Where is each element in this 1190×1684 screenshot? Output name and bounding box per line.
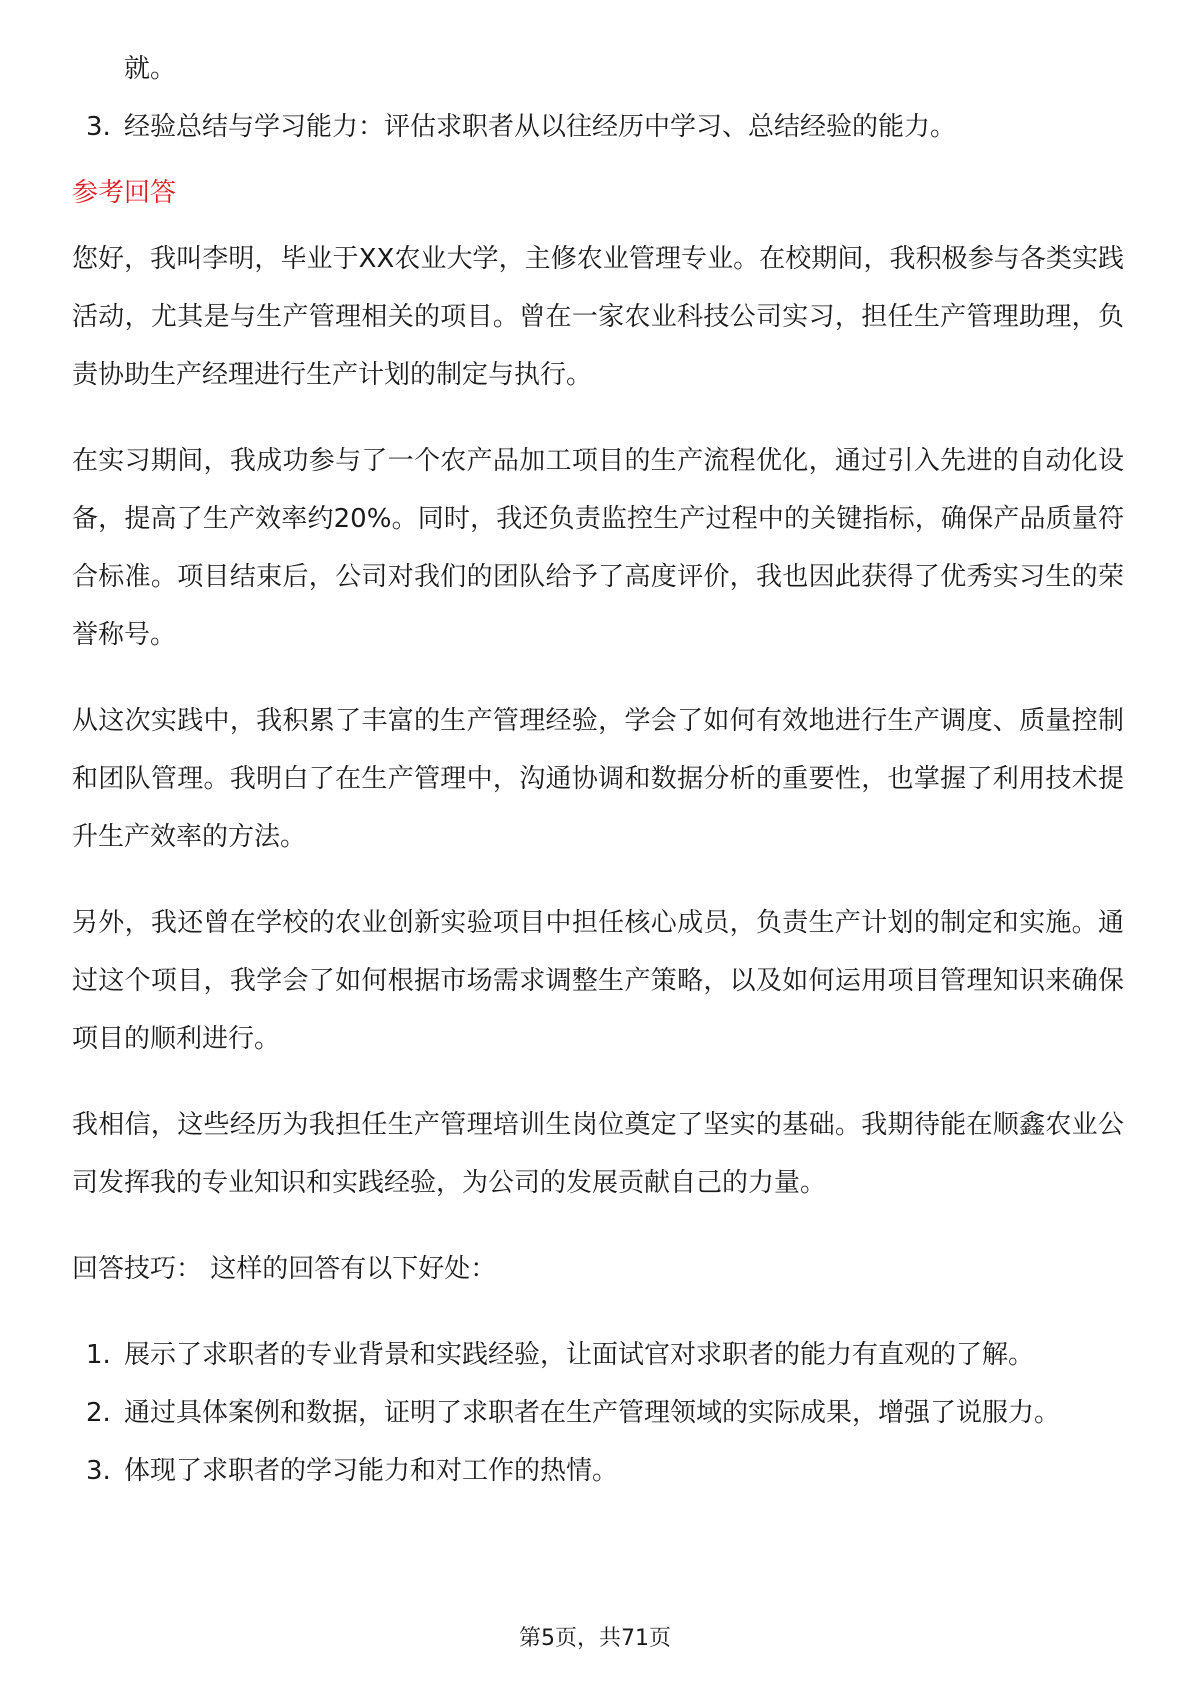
list-item-text: 体现了求职者的学习能力和对工作的热情。: [124, 1456, 619, 1486]
list-item-number: 2.: [86, 1398, 111, 1428]
answer-paragraph-3: 从这次实践中，我积累了丰富的生产管理经验，学会了如何有效地进行生产调度、质量控制和团队管理。我明白了在生产管理中，沟通协调和数据分析的重要性，也掌握了利用技术提升生产效率的方法。: [72, 706, 1124, 852]
list-item: [72, 98, 1124, 156]
list-item-text: 经验总结与学习能力：评估求职者从以往经历中学习、总结经验的能力。: [124, 112, 957, 142]
list-item-continuation: 就。: [124, 54, 177, 84]
list-item-text: 通过具体案例和数据，证明了求职者在生产管理领域的实际成果，增强了说服力。: [124, 1398, 1061, 1428]
tips-intro: 回答技巧： 这样的回答有以下好处：: [72, 1254, 497, 1284]
answer-paragraph-5: 我相信，这些经历为我担任生产管理培训生岗位奠定了坚实的基础。我期待能在顺鑫农业公司发挥我的专业知识和实践经验，为公司的发展贡献自己的力量。: [72, 1110, 1124, 1198]
list-item-text: 展示了求职者的专业背景和实践经验，让面试官对求职者的能力有直观的了解。: [124, 1340, 1035, 1370]
tips-list: [72, 1326, 1124, 1500]
answer-paragraph-2: 在实习期间，我成功参与了一个农产品加工项目的生产流程优化，通过引入先进的自动化设备，提高了生产效率约20%。同时，我还负责监控生产过程中的关键指标，确保产品质量符合标准。项目结束后，公司对我们的团队给予了高度评价，我也因此获得了优秀实习生的荣誉称号。: [72, 446, 1124, 650]
list-item-number: 3.: [86, 112, 111, 142]
list-item-number: 3.: [86, 1456, 111, 1486]
section-heading-reference-answer: 参考回答: [72, 178, 177, 208]
answer-paragraph-4: 另外，我还曾在学校的农业创新实验项目中担任核心成员，负责生产计划的制定和实施。通过这个项目，我学会了如何根据市场需求调整生产策略，以及如何运用项目管理知识来确保项目的顺利进行。: [72, 908, 1124, 1054]
page-footer: 第5页，共71页: [519, 1626, 671, 1651]
list-item: [72, 1326, 1124, 1384]
list-item: [72, 1384, 1124, 1442]
intro-list: [72, 98, 1124, 156]
answer-paragraph-1: 您好，我叫李明，毕业于XX农业大学，主修农业管理专业。在校期间，我积极参与各类实践活动，尤其是与生产管理相关的项目。曾在一家农业科技公司实习，担任生产管理助理，负责协助生产经理进行生产计划的制定与执行。: [72, 244, 1124, 390]
document-page: [72, 40, 1124, 1500]
list-item-number: 1.: [86, 1340, 111, 1370]
list-item: [72, 1442, 1124, 1500]
